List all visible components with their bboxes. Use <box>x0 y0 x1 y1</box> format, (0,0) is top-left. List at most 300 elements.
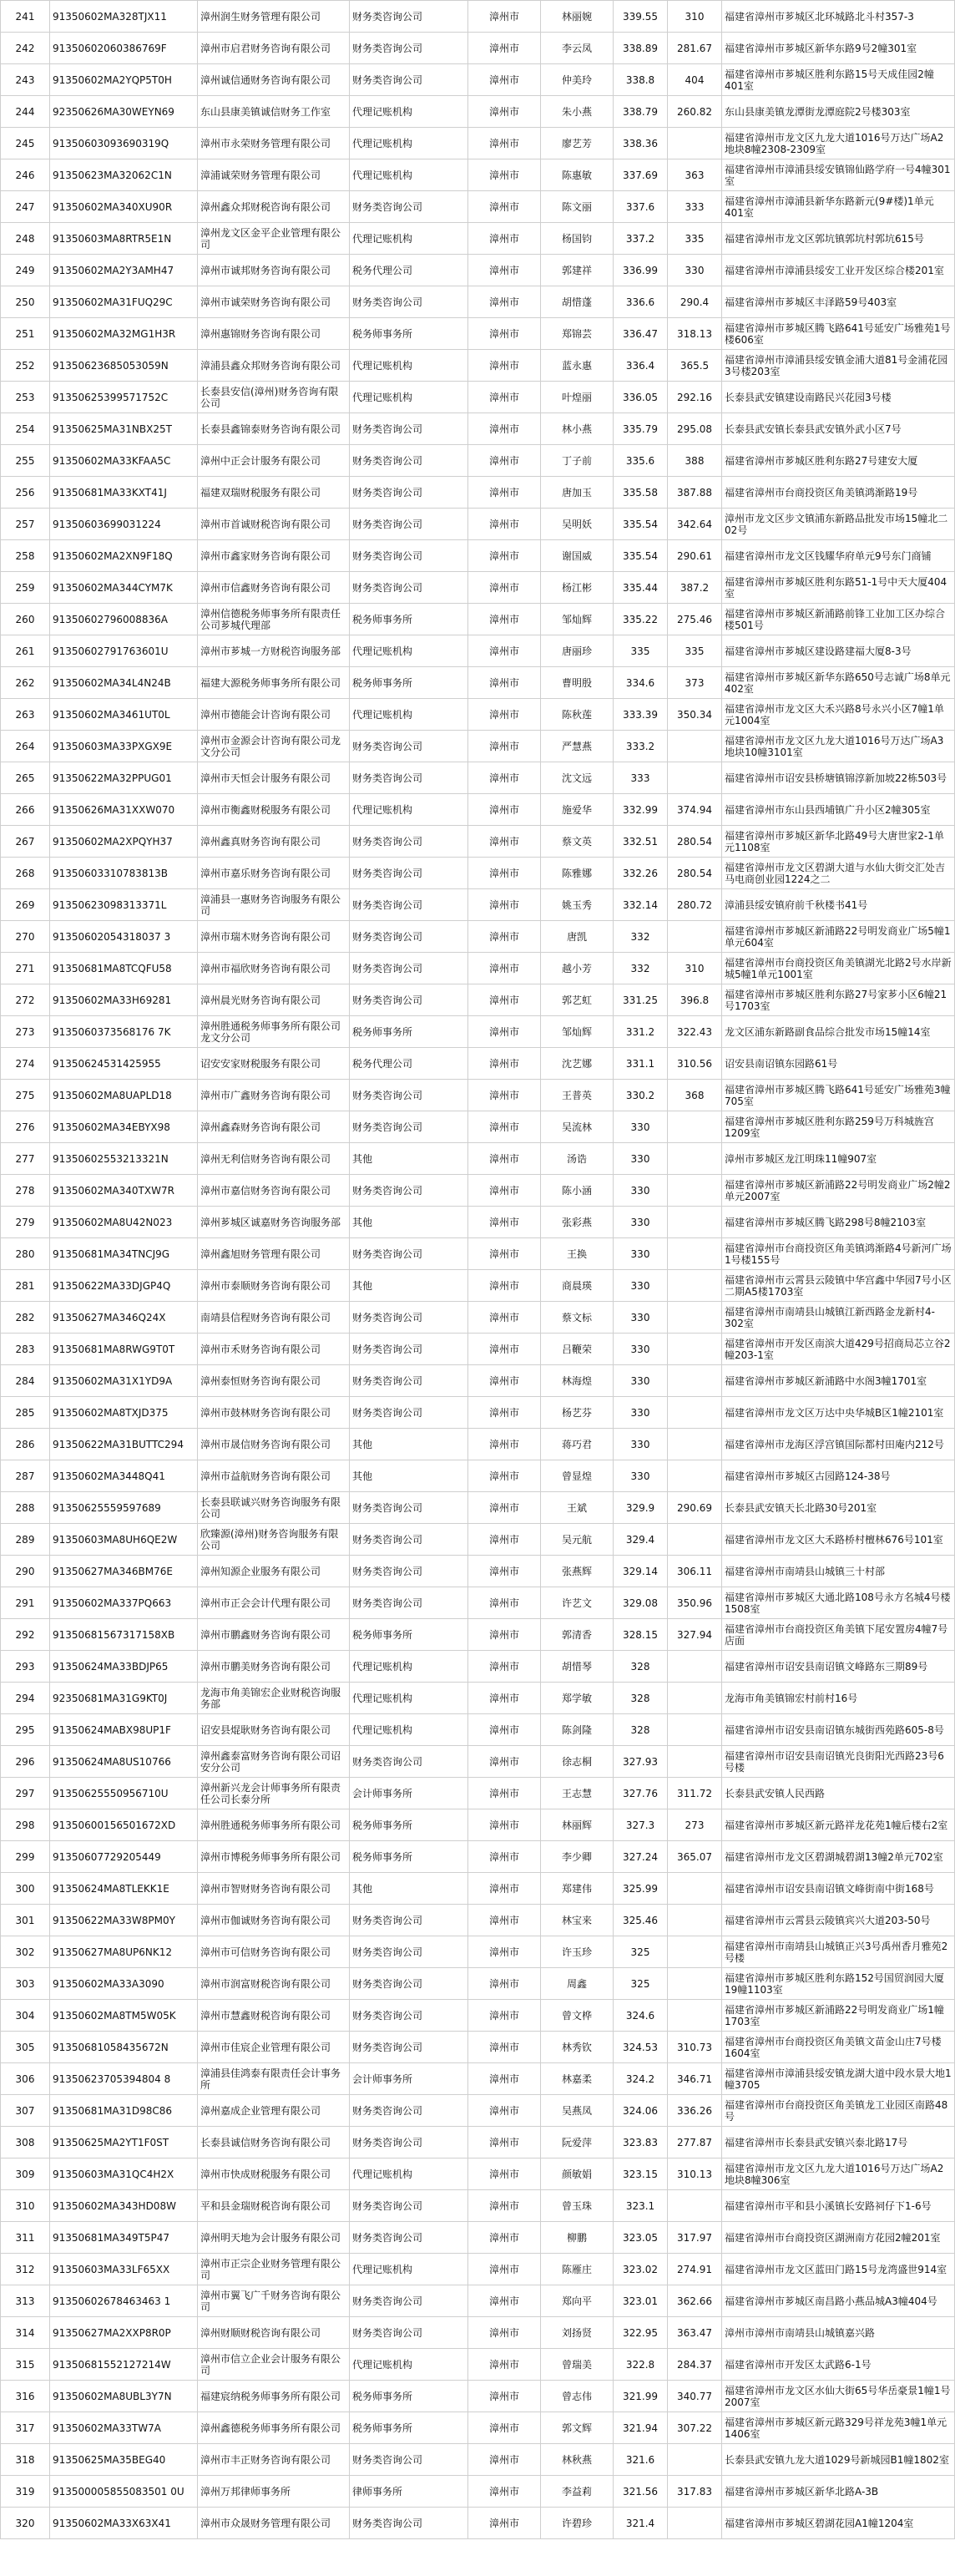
table-row <box>1 826 955 858</box>
table-row <box>1 2158 955 2190</box>
credit-code-cell: 91350625550956710U <box>50 1778 198 1809</box>
score-secondary-cell: 317.83 <box>668 2476 722 2508</box>
row-index-cell: 293 <box>1 1651 50 1683</box>
score-cell: 330 <box>614 1302 668 1334</box>
category-cell: 财务类咨询公司 <box>350 33 468 64</box>
row-index-cell: 308 <box>1 2127 50 2158</box>
address-cell: 诏安县南诏镇东园路61号 <box>722 1048 955 1080</box>
address-cell: 福建省漳州市开发区南滨大道429号招商局芯立谷2幢203-1室 <box>722 1334 955 1365</box>
score-cell: 336.47 <box>614 318 668 350</box>
table-row <box>1 1778 955 1809</box>
city-cell: 漳州市 <box>468 1841 541 1873</box>
credit-code-cell: 91350627MA2XXP8R0P <box>50 2317 198 2349</box>
contact-person-cell: 郑学敏 <box>541 1683 614 1714</box>
company-name-cell: 漳州市信立企业会计服务有限公司 <box>198 2349 350 2381</box>
category-cell: 其他 <box>350 1143 468 1175</box>
row-index-cell: 274 <box>1 1048 50 1080</box>
row-index-cell: 300 <box>1 1873 50 1905</box>
score-secondary-cell: 362.66 <box>668 2285 722 2317</box>
contact-person-cell: 唐凯 <box>541 921 614 953</box>
table-row <box>1 1175 955 1207</box>
category-cell: 财务类咨询公司 <box>350 64 468 96</box>
score-cell: 325 <box>614 1968 668 2000</box>
table-row <box>1 413 955 445</box>
address-cell: 福建省漳州市龙文区蓝田门路15号龙湾盛世914室 <box>722 2254 955 2285</box>
contact-person-cell: 杨艺芬 <box>541 1397 614 1429</box>
score-cell: 338.89 <box>614 33 668 64</box>
table-row <box>1 2032 955 2063</box>
company-name-cell: 漳州市丰正财务咨询有限公司 <box>198 2444 350 2476</box>
address-cell: 长泰县武安镇人民西路 <box>722 1778 955 1809</box>
score-secondary-cell <box>668 921 722 953</box>
contact-person-cell: 沈文远 <box>541 762 614 794</box>
score-cell: 330 <box>614 1238 668 1270</box>
credit-code-cell: 91350602MA32MG1H3R <box>50 318 198 350</box>
score-secondary-cell: 363 <box>668 159 722 191</box>
table-body <box>1 1 955 2539</box>
contact-person-cell: 郑建伟 <box>541 1873 614 1905</box>
score-cell: 335.22 <box>614 604 668 635</box>
company-name-cell: 诏安安家财税服务有限公司 <box>198 1048 350 1080</box>
company-name-cell: 漳州鑫德税务师事务所有限公司 <box>198 2412 350 2444</box>
table-row <box>1 191 955 223</box>
table-row <box>1 1587 955 1619</box>
category-cell: 其他 <box>350 1460 468 1492</box>
table-row <box>1 1334 955 1365</box>
city-cell: 漳州市 <box>468 1397 541 1429</box>
score-secondary-cell: 318.13 <box>668 318 722 350</box>
score-cell: 330 <box>614 1397 668 1429</box>
score-secondary-cell: 280.54 <box>668 858 722 889</box>
category-cell: 财务类咨询公司 <box>350 731 468 762</box>
address-cell: 长泰县武安镇九龙大道1029号新城园B1幢1802室 <box>722 2444 955 2476</box>
category-cell: 财务类咨询公司 <box>350 2190 468 2222</box>
row-index-cell: 257 <box>1 509 50 540</box>
table-row <box>1 667 955 699</box>
contact-person-cell: 曾志伟 <box>541 2381 614 2412</box>
contact-person-cell: 郭文辉 <box>541 2412 614 2444</box>
row-index-cell: 307 <box>1 2095 50 2127</box>
city-cell: 漳州市 <box>468 1619 541 1651</box>
score-cell: 335.54 <box>614 540 668 572</box>
category-cell: 财务类咨询公司 <box>350 858 468 889</box>
address-cell: 福建省漳州市台商投资区湖洲南方花园2幢201室 <box>722 2222 955 2254</box>
category-cell: 会计师事务所 <box>350 1778 468 1809</box>
score-cell: 338.36 <box>614 128 668 159</box>
city-cell: 漳州市 <box>468 921 541 953</box>
credit-code-cell: 91350625MA31NBX25T <box>50 413 198 445</box>
city-cell: 漳州市 <box>468 1 541 33</box>
row-index-cell: 289 <box>1 1524 50 1556</box>
row-index-cell: 317 <box>1 2412 50 2444</box>
category-cell: 财务类咨询公司 <box>350 1365 468 1397</box>
score-cell: 330 <box>614 1460 668 1492</box>
row-index-cell: 262 <box>1 667 50 699</box>
city-cell: 漳州市 <box>468 2508 541 2539</box>
score-cell: 332.51 <box>614 826 668 858</box>
company-name-cell: 漳州中正会计服务有限公司 <box>198 445 350 477</box>
category-cell: 税务代理公司 <box>350 1048 468 1080</box>
category-cell: 其他 <box>350 1873 468 1905</box>
company-name-cell: 漳州市芗城一方财税咨询服务部 <box>198 635 350 667</box>
category-cell: 代理记账机构 <box>350 699 468 731</box>
score-cell: 328 <box>614 1651 668 1683</box>
city-cell: 漳州市 <box>468 2349 541 2381</box>
category-cell: 财务类咨询公司 <box>350 477 468 509</box>
score-secondary-cell: 310 <box>668 953 722 984</box>
address-cell: 福建省漳州市南靖县山城镇正兴3号禹州香月雅苑2号楼 <box>722 1936 955 1968</box>
company-name-cell: 福建双瑞财税服务有限公司 <box>198 477 350 509</box>
company-name-cell: 漳州新兴龙会计师事务所有限责任公司长泰分所 <box>198 1778 350 1809</box>
category-cell: 财务类咨询公司 <box>350 1080 468 1111</box>
address-cell: 福建省漳州市漳浦县绥安工业开发区综合楼201室 <box>722 255 955 286</box>
address-cell: 福建省漳州市台商投资区角美镇下尾安置房4幢7号店面 <box>722 1619 955 1651</box>
score-cell: 323.02 <box>614 2254 668 2285</box>
score-cell: 330.2 <box>614 1080 668 1111</box>
credit-code-cell: 91350602MA337PQ663 <box>50 1587 198 1619</box>
credit-code-cell: 91350602796008836A <box>50 604 198 635</box>
table-row <box>1 1556 955 1587</box>
credit-code-cell: 91350625MA35BEG40 <box>50 2444 198 2476</box>
address-cell: 福建省漳州市开发区太武路6-1号 <box>722 2349 955 2381</box>
score-secondary-cell: 307.22 <box>668 2412 722 2444</box>
city-cell: 漳州市 <box>468 1238 541 1270</box>
score-secondary-cell: 310.73 <box>668 2032 722 2063</box>
address-cell: 福建省漳州市诏安县南诏镇光良街阳光西路23号6号楼 <box>722 1746 955 1778</box>
table-row <box>1 2412 955 2444</box>
table-row <box>1 1080 955 1111</box>
score-secondary-cell <box>668 2444 722 2476</box>
row-index-cell: 294 <box>1 1683 50 1714</box>
category-cell: 其他 <box>350 1429 468 1460</box>
score-cell: 332 <box>614 953 668 984</box>
category-cell: 财务类咨询公司 <box>350 2222 468 2254</box>
company-name-cell: 漳州市益航财务咨询有限公司 <box>198 1460 350 1492</box>
score-cell: 330 <box>614 1111 668 1143</box>
contact-person-cell: 曾文桦 <box>541 2000 614 2032</box>
company-name-cell: 漳州市慧鑫财税咨询有限公司 <box>198 2000 350 2032</box>
category-cell: 财务类咨询公司 <box>350 1524 468 1556</box>
score-cell: 333 <box>614 762 668 794</box>
company-name-cell: 漳州明天地为会计服务有限公司 <box>198 2222 350 2254</box>
address-cell: 福建省漳州市芗城区腾飞路641号延安广场雅苑1号楼606室 <box>722 318 955 350</box>
company-name-cell: 漳州市首诚财税咨询有限公司 <box>198 509 350 540</box>
score-secondary-cell: 273 <box>668 1809 722 1841</box>
row-index-cell: 290 <box>1 1556 50 1587</box>
category-cell: 代理记账机构 <box>350 635 468 667</box>
table-row <box>1 604 955 635</box>
address-cell: 福建省漳州市芗城区新华北路49号大唐世家2-1单元1108室 <box>722 826 955 858</box>
score-secondary-cell <box>668 1905 722 1936</box>
city-cell: 漳州市 <box>468 1556 541 1587</box>
score-cell: 324.6 <box>614 2000 668 2032</box>
table-row <box>1 128 955 159</box>
table-row <box>1 477 955 509</box>
company-name-cell: 漳州市伽诚财务咨询有限公司 <box>198 1905 350 1936</box>
credit-code-cell: 91350602MA8TXJD375 <box>50 1397 198 1429</box>
address-cell: 福建省漳州市诏安县南诏镇文峰街南中街168号 <box>722 1873 955 1905</box>
credit-code-cell: 91350603MA8UH6QE2W <box>50 1524 198 1556</box>
city-cell: 漳州市 <box>468 984 541 1016</box>
company-name-cell: 漳州鑫森财务咨询有限公司 <box>198 1111 350 1143</box>
category-cell: 代理记账机构 <box>350 350 468 382</box>
city-cell: 漳州市 <box>468 445 541 477</box>
score-secondary-cell <box>668 1524 722 1556</box>
score-cell: 334.6 <box>614 667 668 699</box>
address-cell: 福建省漳州市芗城区新浦路22号明发商业广场2幢2单元2007室 <box>722 1175 955 1207</box>
address-cell: 福建省漳州市漳浦县绥安镇锦仙路学府一号4幢301室 <box>722 159 955 191</box>
score-secondary-cell: 281.67 <box>668 33 722 64</box>
score-secondary-cell: 404 <box>668 64 722 96</box>
credit-code-cell: 91350624531425955 <box>50 1048 198 1080</box>
credit-code-cell: 91350681552127214W <box>50 2349 198 2381</box>
table-row <box>1 1651 955 1683</box>
category-cell: 代理记账机构 <box>350 1651 468 1683</box>
table-row <box>1 699 955 731</box>
table-row <box>1 350 955 382</box>
contact-person-cell: 吴燕凤 <box>541 2095 614 2127</box>
company-name-cell: 漳州龙文区金平企业管理有限公司 <box>198 223 350 255</box>
contact-person-cell: 蒋巧君 <box>541 1429 614 1460</box>
score-cell: 335.6 <box>614 445 668 477</box>
row-index-cell: 296 <box>1 1746 50 1778</box>
score-cell: 336.6 <box>614 286 668 318</box>
row-index-cell: 288 <box>1 1492 50 1524</box>
table-row <box>1 159 955 191</box>
company-name-cell: 漳州惠锦财务咨询有限公司 <box>198 318 350 350</box>
table-row <box>1 1365 955 1397</box>
category-cell: 税务师事务所 <box>350 1016 468 1048</box>
category-cell: 代理记账机构 <box>350 382 468 413</box>
row-index-cell: 263 <box>1 699 50 731</box>
row-index-cell: 247 <box>1 191 50 223</box>
contact-person-cell: 许玉珍 <box>541 1936 614 1968</box>
credit-code-cell: 91350602060386769F <box>50 33 198 64</box>
contact-person-cell: 郭艺虹 <box>541 984 614 1016</box>
score-cell: 323.05 <box>614 2222 668 2254</box>
row-index-cell: 301 <box>1 1905 50 1936</box>
credit-code-cell: 91350681058435672N <box>50 2032 198 2063</box>
category-cell: 财务类咨询公司 <box>350 191 468 223</box>
table-row <box>1 1873 955 1905</box>
credit-code-cell: 91350600156501672XD <box>50 1809 198 1841</box>
contact-person-cell: 王斌 <box>541 1492 614 1524</box>
company-name-cell: 漳州市智财财务咨询有限公司 <box>198 1873 350 1905</box>
score-cell: 336.05 <box>614 382 668 413</box>
score-secondary-cell <box>668 2000 722 2032</box>
score-secondary-cell <box>668 1968 722 2000</box>
credit-code-cell: 91350627MA346Q24X <box>50 1302 198 1334</box>
company-name-cell: 福建大源税务师事务所有限公司 <box>198 667 350 699</box>
row-index-cell: 258 <box>1 540 50 572</box>
table-row <box>1 1841 955 1873</box>
row-index-cell: 298 <box>1 1809 50 1841</box>
score-cell: 325.99 <box>614 1873 668 1905</box>
category-cell: 财务类咨询公司 <box>350 1175 468 1207</box>
score-cell: 321.99 <box>614 2381 668 2412</box>
credit-code-cell: 91350681MA34TNCJ9G <box>50 1238 198 1270</box>
score-secondary-cell: 387.88 <box>668 477 722 509</box>
address-cell: 福建省漳州市芗城区腾飞路641号延安广场雅苑3幢705室 <box>722 1080 955 1111</box>
city-cell: 漳州市 <box>468 2285 541 2317</box>
row-index-cell: 281 <box>1 1270 50 1302</box>
table-row <box>1 1016 955 1048</box>
company-name-cell: 漳州知源企业服务有限公司 <box>198 1556 350 1587</box>
address-cell: 福建省漳州市芗城区北环城路北斗村357-3 <box>722 1 955 33</box>
contact-person-cell: 徐志桐 <box>541 1746 614 1778</box>
contact-person-cell: 陈惠敏 <box>541 159 614 191</box>
address-cell: 漳州市芗城区龙江明珠11幢907室 <box>722 1143 955 1175</box>
city-cell: 漳州市 <box>468 413 541 445</box>
contact-person-cell: 曾瑞美 <box>541 2349 614 2381</box>
credit-code-cell: 91350625559597689 <box>50 1492 198 1524</box>
score-cell: 321.4 <box>614 2508 668 2539</box>
address-cell: 福建省漳州市芗城区胜利东路15号天成佳园2幢401室 <box>722 64 955 96</box>
category-cell: 税务师事务所 <box>350 1619 468 1651</box>
company-name-cell: 漳州市永荣财务管理有限公司 <box>198 128 350 159</box>
city-cell: 漳州市 <box>468 1809 541 1841</box>
table-row <box>1 2127 955 2158</box>
city-cell: 漳州市 <box>468 1683 541 1714</box>
contact-person-cell: 张彩燕 <box>541 1207 614 1238</box>
city-cell: 漳州市 <box>468 128 541 159</box>
table-row <box>1 96 955 128</box>
credit-code-cell: 913500005855083501 0U <box>50 2476 198 2508</box>
category-cell: 税务师事务所 <box>350 2412 468 2444</box>
credit-code-cell: 91350607729205449 <box>50 1841 198 1873</box>
address-cell: 福建省漳州市芗城区新华北路A-3B <box>722 2476 955 2508</box>
credit-code-cell: 91350603MA8RTR5E1N <box>50 223 198 255</box>
credit-code-cell: 91350602MA34L4N24B <box>50 667 198 699</box>
score-cell: 332.99 <box>614 794 668 826</box>
credit-code-cell: 91350602MA328TJX11 <box>50 1 198 33</box>
score-secondary-cell: 275.46 <box>668 604 722 635</box>
score-secondary-cell <box>668 1365 722 1397</box>
category-cell: 财务类咨询公司 <box>350 509 468 540</box>
address-cell: 福建省漳州市台商投资区角美镇龙工业园区南路48号 <box>722 2095 955 2127</box>
row-index-cell: 277 <box>1 1143 50 1175</box>
address-cell: 福建省漳州市芗城区碧湖花园A1幢1204室 <box>722 2508 955 2539</box>
score-secondary-cell <box>668 2190 722 2222</box>
contact-person-cell: 杨江彬 <box>541 572 614 604</box>
table-row <box>1 33 955 64</box>
category-cell: 其他 <box>350 1207 468 1238</box>
contact-person-cell: 杨国钧 <box>541 223 614 255</box>
score-cell: 323.01 <box>614 2285 668 2317</box>
category-cell: 财务类咨询公司 <box>350 1111 468 1143</box>
credit-code-cell: 91350602054318037 3 <box>50 921 198 953</box>
category-cell: 财务类咨询公司 <box>350 413 468 445</box>
company-name-cell: 漳州鑫泰富财务咨询有限公司诏安分公司 <box>198 1746 350 1778</box>
score-secondary-cell <box>668 1397 722 1429</box>
credit-code-cell: 91350602MA2YQP5T0H <box>50 64 198 96</box>
score-secondary-cell <box>668 1873 722 1905</box>
contact-person-cell: 丁子前 <box>541 445 614 477</box>
table-row <box>1 2254 955 2285</box>
row-index-cell: 271 <box>1 953 50 984</box>
row-index-cell: 286 <box>1 1429 50 1460</box>
credit-code-cell: 91350623705394804 8 <box>50 2063 198 2095</box>
score-secondary-cell: 295.08 <box>668 413 722 445</box>
category-cell: 财务类咨询公司 <box>350 1238 468 1270</box>
score-cell: 330 <box>614 1429 668 1460</box>
company-name-cell: 漳浦县佳鸿泰有限责任会计事务所 <box>198 2063 350 2095</box>
credit-code-cell: 91350681MA33KXT41J <box>50 477 198 509</box>
address-cell: 福建省漳州市台商投资区角美镇湖光北路2号水岸新城5幢1单元1001室 <box>722 953 955 984</box>
company-name-cell: 平和县金瑞财税咨询有限公司 <box>198 2190 350 2222</box>
contact-person-cell: 林嘉柔 <box>541 2063 614 2095</box>
contact-person-cell: 郭建祥 <box>541 255 614 286</box>
score-cell: 330 <box>614 1365 668 1397</box>
contact-person-cell: 蔡文标 <box>541 1302 614 1334</box>
contact-person-cell: 曹明殷 <box>541 667 614 699</box>
credit-code-cell: 91350602MA343HD08W <box>50 2190 198 2222</box>
table-row <box>1 382 955 413</box>
company-name-cell: 漳州嘉成企业管理有限公司 <box>198 2095 350 2127</box>
category-cell: 财务类咨询公司 <box>350 1492 468 1524</box>
address-cell: 福建省漳州市芗城区新浦路前锋工业加工区办综合楼501号 <box>722 604 955 635</box>
address-cell: 福建省漳州市芗城区新浦路22号明发商业广场1幢1703室 <box>722 2000 955 2032</box>
row-index-cell: 264 <box>1 731 50 762</box>
city-cell: 漳州市 <box>468 572 541 604</box>
city-cell: 漳州市 <box>468 953 541 984</box>
score-secondary-cell <box>668 1143 722 1175</box>
company-name-cell: 漳州市天恒会计服务有限公司 <box>198 762 350 794</box>
city-cell: 漳州市 <box>468 1302 541 1334</box>
address-cell: 福建省漳州市龙文区碧湖大道与水仙大街交汇处吉马电商创业园1224之二 <box>722 858 955 889</box>
table-row <box>1 1207 955 1238</box>
contact-person-cell: 胡惜蓬 <box>541 286 614 318</box>
table-row <box>1 1492 955 1524</box>
address-cell: 福建省漳州市台商投资区角美镇鸿渐路4号新河广场1号楼155号 <box>722 1238 955 1270</box>
city-cell: 漳州市 <box>468 1270 541 1302</box>
company-name-cell: 漳州市福欣财务咨询有限公司 <box>198 953 350 984</box>
score-cell: 336.4 <box>614 350 668 382</box>
company-name-cell: 漳州鑫旭财务管理有限公司 <box>198 1238 350 1270</box>
row-index-cell: 309 <box>1 2158 50 2190</box>
address-cell: 福建省漳州市东山县西埔镇广升小区2幢305室 <box>722 794 955 826</box>
address-cell: 福建省漳州市诏安县南诏镇文峰路东三期89号 <box>722 1651 955 1683</box>
company-name-cell: 福建宸纳税务师事务所有限公司 <box>198 2381 350 2412</box>
credit-code-cell: 91350602MA340XU90R <box>50 191 198 223</box>
company-name-cell: 长泰县诚信财务咨询有限公司 <box>198 2127 350 2158</box>
category-cell: 代理记账机构 <box>350 128 468 159</box>
category-cell: 财务类咨询公司 <box>350 1556 468 1587</box>
score-cell: 335.44 <box>614 572 668 604</box>
company-name-cell: 漳州晨光财务咨询有限公司 <box>198 984 350 1016</box>
table-row <box>1 762 955 794</box>
contact-person-cell: 郭清香 <box>541 1619 614 1651</box>
category-cell: 代理记账机构 <box>350 1714 468 1746</box>
category-cell: 财务类咨询公司 <box>350 1302 468 1334</box>
city-cell: 漳州市 <box>468 1429 541 1460</box>
score-secondary-cell <box>668 1651 722 1683</box>
row-index-cell: 304 <box>1 2000 50 2032</box>
contact-person-cell: 吴明妖 <box>541 509 614 540</box>
city-cell: 漳州市 <box>468 350 541 382</box>
company-name-cell: 长泰县联诚兴财务咨询服务有限公司 <box>198 1492 350 1524</box>
score-secondary-cell: 396.8 <box>668 984 722 1016</box>
credit-code-cell: 91350603310783813B <box>50 858 198 889</box>
contact-person-cell: 叶煌丽 <box>541 382 614 413</box>
score-cell: 321.94 <box>614 2412 668 2444</box>
company-name-cell: 漳州诚信通财务咨询有限公司 <box>198 64 350 96</box>
credit-code-cell: 92350626MA30WEYN69 <box>50 96 198 128</box>
company-name-cell: 漳州市鹏美财务咨询有限公司 <box>198 1651 350 1683</box>
contact-person-cell: 周鑫 <box>541 1968 614 2000</box>
score-secondary-cell: 388 <box>668 445 722 477</box>
row-index-cell: 302 <box>1 1936 50 1968</box>
